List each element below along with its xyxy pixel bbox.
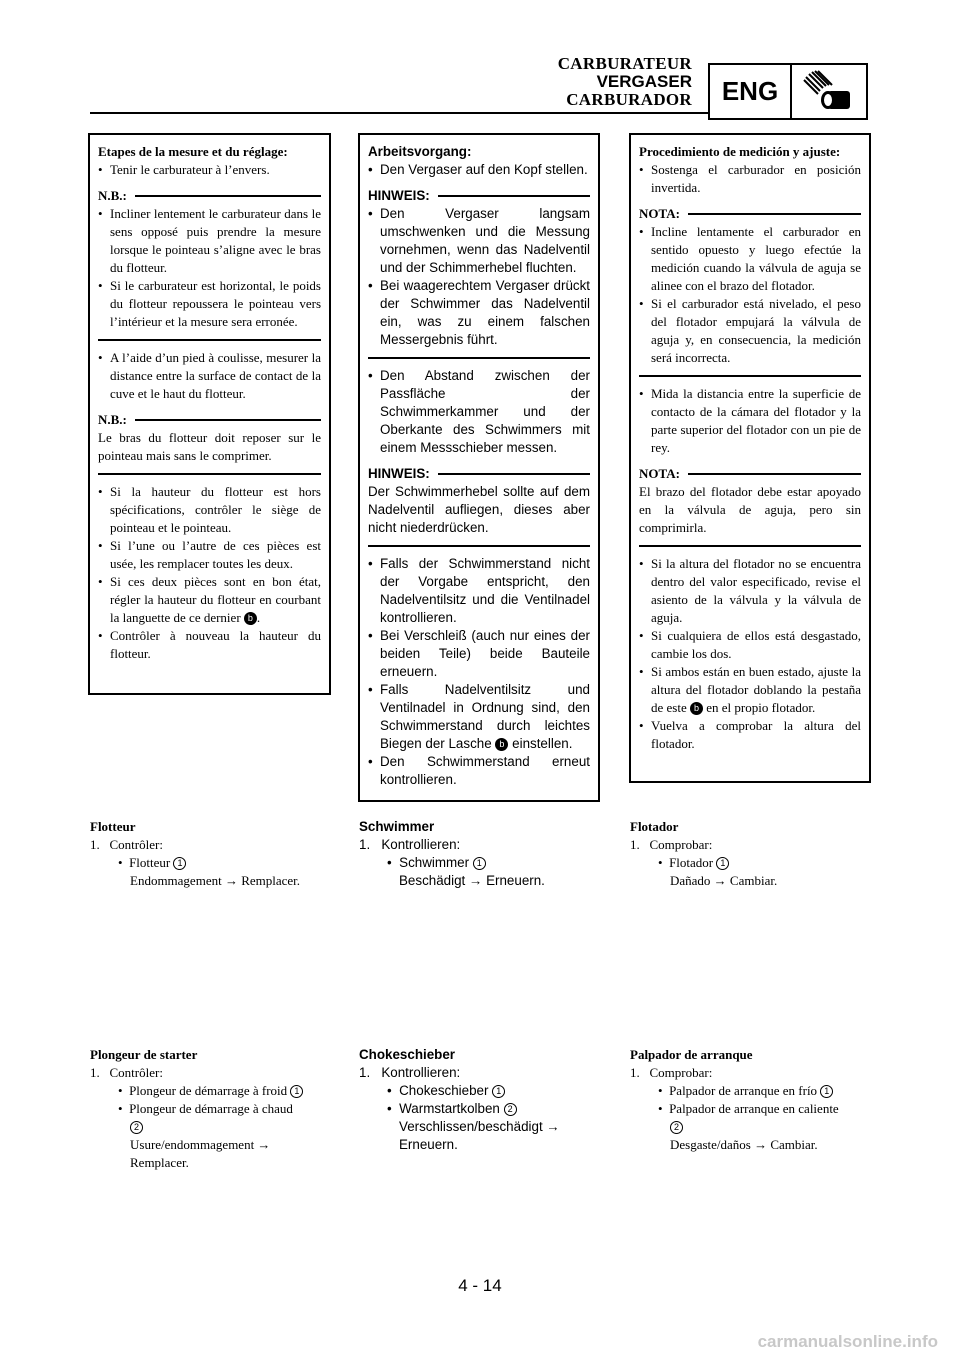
- item-label: Warmstartkolben: [399, 1101, 500, 1116]
- ref-marker: 2: [670, 1121, 683, 1134]
- de-starter-check: Kontrollieren:: [381, 1065, 461, 1080]
- de-note1-bullet2: • Bei waagerechtem Vergaser drückt der Schwimmer das Nadelventil ein, was zu einem falschen Messergebnis führt.: [368, 277, 590, 349]
- item-label: Plongeur de démarrage à froid: [129, 1083, 288, 1098]
- de-float-section: [359, 818, 599, 890]
- de-starter-result: Verschlissen/beschädigt → Erneuern.: [399, 1119, 560, 1152]
- es-float-title: Flotador: [630, 819, 679, 834]
- fr-step6: • Contrôler à nouveau la hauteur du flotteur.: [98, 627, 321, 663]
- es-step5: [639, 663, 861, 717]
- step-number: 1.: [359, 837, 371, 852]
- es-float-section: [630, 818, 870, 890]
- de-starter-item2: • Warmstartkolben 2: [359, 1100, 599, 1118]
- fr-float-title: Flotteur: [90, 819, 136, 834]
- fr-starter-item1: • Plongeur de démarrage à froid 1: [90, 1082, 330, 1100]
- es-starter-title: Palpador de arranque: [630, 1047, 753, 1062]
- ref-marker: 1: [290, 1085, 303, 1098]
- ref-marker: 1: [473, 857, 486, 870]
- de-note2-label: HINWEIS:: [368, 466, 430, 481]
- ref-marker: 1: [716, 857, 729, 870]
- de-procedure-box: [358, 133, 600, 802]
- fr-step5-end: .: [256, 610, 261, 625]
- fr-step3: • Si la hauteur du flotteur est hors spécifications, contrôler le siège de pointeau et le pointeau.: [98, 483, 321, 537]
- ref-marker: 1: [492, 1085, 505, 1098]
- fr-note1-label: N.B.:: [98, 188, 127, 203]
- item-label: Palpador de arranque en frío: [669, 1083, 818, 1098]
- de-step5-end: einstellen.: [512, 736, 573, 751]
- es-note1-label: NOTA:: [639, 206, 680, 221]
- es-step5-text: Si ambos están en buen estado, ajuste la altura del flotador doblando la pestaña de este: [651, 664, 861, 715]
- es-starter-item1: • Palpador de arranque en frío 1: [630, 1082, 870, 1100]
- step-number: 1.: [90, 837, 100, 852]
- de-note1-bullet1: • Den Vergaser langsam umschwenken und die Messung vornehmen, wenn das Nadelventil und der Schimmerhebel fluchten.: [368, 205, 590, 277]
- es-note1-bullet1: • Incline lentamente el carburador en sentido opuesto y luego efectúe la medición cuando la válvula de aguja se alinee con el brazo del flotador.: [639, 223, 861, 295]
- fr-starter-item2: • Plongeur de démarrage à chaud: [118, 1101, 293, 1116]
- fr-starter-title: Plongeur de starter: [90, 1047, 198, 1062]
- fr-starter-result: Usure/endommagement → Remplacer.: [130, 1137, 271, 1170]
- es-step5-end: en el propio flotador.: [706, 700, 816, 715]
- step-number: 1.: [90, 1065, 100, 1080]
- es-starter-check: Comprobar:: [649, 1065, 713, 1080]
- ref-marker: b: [495, 738, 508, 751]
- step-number: 1.: [630, 837, 640, 852]
- watermark: carmanualsonline.info: [757, 1332, 938, 1351]
- es-step2: • Mida la distancia entre la superficie de contacto de la cámara del flotador y la parte superior del flotador con un pie de rey.: [639, 385, 861, 457]
- fr-starter-check: Contrôler:: [109, 1065, 163, 1080]
- es-divider: [639, 375, 861, 377]
- es-starter-result: Desgaste/daños → Cambiar.: [670, 1137, 818, 1152]
- fr-heading: Etapes de la mesure et du réglage:: [98, 144, 288, 159]
- de-note2-text: Der Schwimmerhebel sollte auf dem Nadelventil aufliegen, dieses aber nicht niederdrücken.: [368, 484, 590, 535]
- step-number: 1.: [630, 1065, 640, 1080]
- step-number: 1.: [359, 1065, 371, 1080]
- fr-note2-header: [98, 411, 321, 429]
- fr-float-check: Contrôler:: [109, 837, 163, 852]
- es-float-result: Dañado → Cambiar.: [670, 873, 778, 888]
- page-number: 4 - 14: [458, 1276, 502, 1295]
- de-divider: [368, 545, 590, 547]
- fr-starter-section: [90, 1046, 330, 1172]
- fr-note1-bullet1: • Incliner lentement le carburateur dans le sens opposé puis prendre la mesure lorsque le pointeau s’aligne avec le bras du flotteur.: [98, 205, 321, 277]
- es-step1: • Sostenga el carburador en posición invertida.: [639, 161, 861, 197]
- es-note1-header: [639, 205, 861, 223]
- fr-step1: • Tenir le carburateur à l’envers.: [98, 161, 321, 179]
- es-divider: [639, 545, 861, 547]
- fr-procedure-box: [88, 133, 331, 695]
- es-starter-item2: • Palpador de arranque en caliente: [658, 1101, 839, 1116]
- fr-step4: • Si l’une ou l’autre de ces pièces est usée, les remplacer toutes les deux.: [98, 537, 321, 573]
- fr-step2: • A l’aide d’un pied à coulisse, mesurer la distance entre la surface de contact de la cuve et le haut du flotteur.: [98, 349, 321, 403]
- fr-float-section: [90, 818, 330, 890]
- es-note2-header: [639, 465, 861, 483]
- de-float-title: Schwimmer: [359, 819, 435, 834]
- de-divider: [368, 357, 590, 359]
- es-note2-text: El brazo del flotador debe estar apoyado en la válvula de aguja, pero sin comprimirla.: [639, 484, 861, 535]
- title-de: VERGASER: [596, 72, 692, 91]
- de-note1-header: [368, 187, 590, 205]
- de-note1-label: HINWEIS:: [368, 188, 430, 203]
- de-step2: • Den Abstand zwischen der Passfläche der Schwimmerkammer und der Oberkante des Schwimmers mit einem Messschieber messen.: [368, 367, 590, 457]
- title-fr: CARBURATEUR: [557, 54, 692, 73]
- header-rule: [90, 112, 708, 114]
- de-starter-item1: • Chokeschieber 1: [359, 1082, 599, 1100]
- de-step3: • Falls der Schwimmerstand nicht der Vorgabe entspricht, den Nadelventilsitz und die Ventilnadel kontrollieren.: [368, 555, 590, 627]
- fr-float-item: • Flotteur 1: [90, 854, 330, 872]
- fr-note1-bullet2: • Si le carburateur est horizontal, le poids du flotteur repoussera le pointeau vers l’intérieur et la mesure sera erronée.: [98, 277, 321, 331]
- item-label: Schwimmer: [399, 855, 470, 870]
- item-label: Flotador: [669, 855, 714, 870]
- de-heading: Arbeitsvorgang:: [368, 144, 472, 159]
- item-label: Plongeur de démarrage à chaud: [129, 1101, 293, 1116]
- ref-marker: 1: [173, 857, 186, 870]
- de-float-result: Beschädigt → Erneuern.: [399, 873, 545, 888]
- ref-marker: 2: [130, 1121, 143, 1134]
- ref-marker: 1: [820, 1085, 833, 1098]
- es-float-check: Comprobar:: [649, 837, 713, 852]
- ref-marker: b: [244, 612, 257, 625]
- title-es: CARBURADOR: [566, 90, 692, 109]
- ref-marker: 2: [504, 1103, 517, 1116]
- item-label: Palpador de arranque en caliente: [669, 1101, 839, 1116]
- ref-marker: b: [690, 702, 703, 715]
- de-step5: [368, 681, 590, 753]
- fr-step5: [98, 573, 321, 627]
- item-label: Flotteur: [129, 855, 171, 870]
- es-step3: • Si la altura del flotador no se encuentra dentro del valor especificado, revise el asiento de la válvula y la válvula de aguja.: [639, 555, 861, 627]
- es-procedure-box: [629, 133, 871, 783]
- section-badge-label: ENG: [710, 65, 792, 118]
- fr-float-result: Endommagement → Remplacer.: [130, 873, 301, 888]
- de-starter-title: Chokeschieber: [359, 1047, 456, 1062]
- de-starter-section: [359, 1046, 599, 1154]
- de-step5-text: Falls Nadelventilsitz und Ventilnadel in Ordnung sind, den Schwimmerstand durch leichtes Biegen der Lasche: [380, 682, 590, 751]
- fr-note2-text: Le bras du flotteur doit reposer sur le pointeau mais sans le comprimer.: [98, 430, 321, 463]
- fr-divider: [98, 339, 321, 341]
- engine-wrench-icon: [792, 65, 866, 118]
- fr-note2-label: N.B.:: [98, 412, 127, 427]
- fr-step5-text: Si ces deux pièces sont en bon état, régler la hauteur du flotteur en courbant la languette de ce dernier: [110, 574, 321, 625]
- de-step6: • Den Schwimmerstand erneut kontrollieren.: [368, 753, 590, 789]
- es-starter-section: [630, 1046, 870, 1154]
- es-heading: Procedimiento de medición y ajuste:: [639, 144, 841, 159]
- fr-starter-ref2: [90, 1118, 330, 1136]
- es-note2-label: NOTA:: [639, 466, 680, 481]
- es-float-item: • Flotador 1: [630, 854, 870, 872]
- de-note2-header: [368, 465, 590, 483]
- es-step4: • Si cualquiera de ellos está desgastado, cambie los dos.: [639, 627, 861, 663]
- section-title: [558, 55, 692, 109]
- de-float-check: Kontrollieren:: [381, 837, 461, 852]
- de-float-item: • Schwimmer 1: [359, 854, 599, 872]
- de-step1: • Den Vergaser auf den Kopf stellen.: [368, 161, 590, 179]
- fr-note1-header: [98, 187, 321, 205]
- section-badge: [708, 63, 868, 120]
- de-step4: • Bei Verschleiß (auch nur eines der beiden Teile) beide Bauteile erneuern.: [368, 627, 590, 681]
- es-starter-ref2: [630, 1118, 870, 1136]
- es-step6: • Vuelva a comprobar la altura del flotador.: [639, 717, 861, 753]
- item-label: Chokeschieber: [399, 1083, 489, 1098]
- fr-divider: [98, 473, 321, 475]
- es-note1-bullet2: • Si el carburador está nivelado, el peso del flotador empujará la válvula de aguja y, en consecuencia, la medición será incorrecta.: [639, 295, 861, 367]
